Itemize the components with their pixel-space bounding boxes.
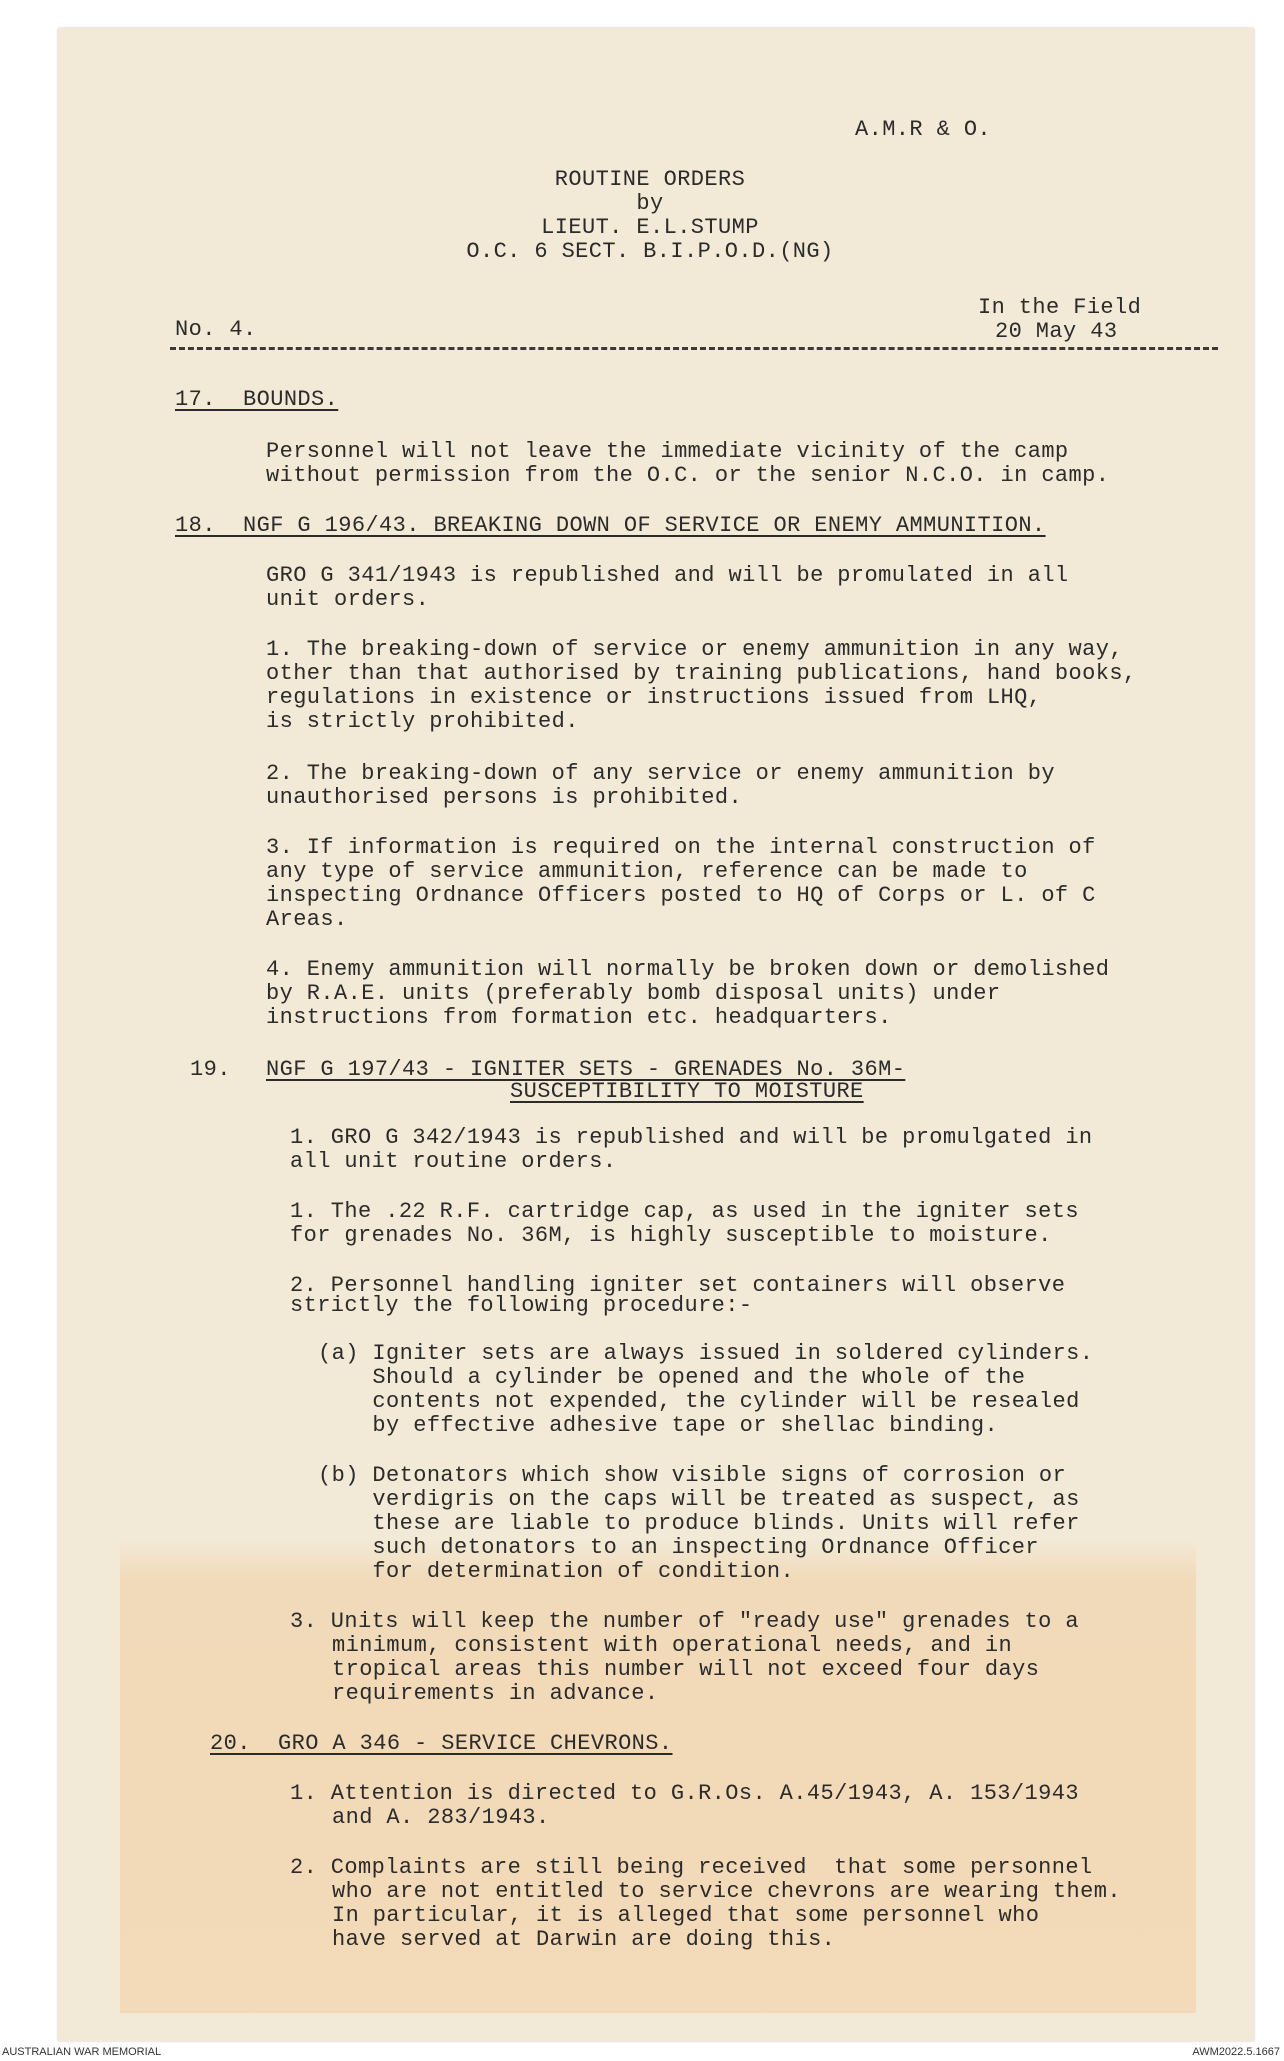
- section-20-para: In particular, it is alleged that some personnel who: [332, 1903, 1040, 1928]
- section-19-para: minimum, consistent with operational needs, and in: [332, 1633, 1013, 1658]
- section-19-para: requirements in advance.: [332, 1681, 659, 1706]
- dashed-divider: [170, 347, 1218, 350]
- title-line-1: ROUTINE ORDERS: [554, 167, 746, 192]
- section-20-para: have served at Darwin are doing this.: [332, 1927, 836, 1952]
- section-19-para: 1. GRO G 342/1943 is republished and will be promulgated in: [290, 1125, 1093, 1150]
- section-18-para: regulations in existence or instructions issued from LHQ,: [266, 685, 1042, 710]
- section-18-para: 4. Enemy ammunition will normally be broken down or demolished: [266, 957, 1110, 982]
- section-17-line: without permission from the O.C. or the senior N.C.O. in camp.: [266, 463, 1110, 488]
- section-19-item-b: such detonators to an inspecting Ordnance Officer: [318, 1535, 1039, 1560]
- section-19-item-a: by effective adhesive tape or shellac binding.: [318, 1413, 999, 1438]
- section-18-para: unit orders.: [266, 587, 430, 612]
- section-18-para: other than that authorised by training publications, hand books,: [266, 661, 1137, 686]
- section-18-para: 1. The breaking-down of service or enemy ammunition in any way,: [266, 637, 1123, 662]
- section-18-para: Areas.: [266, 907, 348, 932]
- section-19-item-b: verdigris on the caps will be treated as suspect, as: [318, 1487, 1080, 1512]
- order-number: No. 4.: [175, 317, 257, 342]
- section-18-para: 3. If information is required on the internal construction of: [266, 835, 1096, 860]
- section-18-heading: 18. NGF G 196/43. BREAKING DOWN OF SERVICE OR ENEMY AMMUNITION.: [175, 513, 1046, 538]
- section-17-line: Personnel will not leave the immediate vicinity of the camp: [266, 439, 1069, 464]
- section-19-heading-cont: SUSCEPTIBILITY TO MOISTURE: [510, 1079, 864, 1104]
- section-19-item-a: contents not expended, the cylinder will be resealed: [318, 1389, 1080, 1414]
- section-19-para: strictly the following procedure:-: [290, 1293, 753, 1318]
- location: In the Field: [978, 295, 1142, 320]
- footer-accession: AWM2022.5.1667: [1192, 2046, 1280, 2058]
- section-18-para: GRO G 341/1943 is republished and will be promulated in all: [266, 563, 1069, 588]
- section-19-item-a: (a) Igniter sets are always issued in soldered cylinders.: [318, 1341, 1094, 1366]
- section-19-para: 2. Personnel handling igniter set containers will observe: [290, 1273, 1066, 1298]
- section-19-para: 1. The .22 R.F. cartridge cap, as used in the igniter sets: [290, 1199, 1079, 1224]
- section-20-para: 2. Complaints are still being received that some personnel: [290, 1855, 1093, 1880]
- section-18-para: by R.A.E. units (preferably bomb disposal units) under: [266, 981, 1001, 1006]
- section-20-heading: 20. GRO A 346 - SERVICE CHEVRONS.: [210, 1731, 673, 1756]
- section-19-para: for grenades No. 36M, is highly susceptible to moisture.: [290, 1223, 1052, 1248]
- section-19-item-a: Should a cylinder be opened and the whole of the: [318, 1365, 1026, 1390]
- footer-credit: AUSTRALIAN WAR MEMORIAL: [2, 2046, 162, 2058]
- title-line-2: by: [636, 191, 664, 216]
- section-20-para: and A. 283/1943.: [332, 1805, 550, 1830]
- section-19-para: 3. Units will keep the number of "ready use" grenades to a: [290, 1609, 1079, 1634]
- section-19-item-b: for determination of condition.: [318, 1559, 795, 1584]
- reference-code: A.M.R & O.: [855, 117, 992, 142]
- section-19-number: 19.: [190, 1057, 231, 1082]
- section-18-para: inspecting Ordnance Officers posted to HQ of Corps or L. of C: [266, 883, 1096, 908]
- section-17-heading: 17. BOUNDS.: [175, 387, 339, 412]
- section-20-para: 1. Attention is directed to G.R.Os. A.45/1943, A. 153/1943: [290, 1781, 1079, 1806]
- section-18-para: 2. The breaking-down of any service or enemy ammunition by: [266, 761, 1055, 786]
- title-line-4: O.C. 6 SECT. B.I.P.O.D.(NG): [466, 239, 834, 264]
- section-18-para: unauthorised persons is prohibited.: [266, 785, 743, 810]
- section-18-para: any type of service ammunition, reference can be made to: [266, 859, 1028, 884]
- section-19-heading: NGF G 197/43 - IGNITER SETS - GRENADES No. 36M-: [266, 1057, 906, 1082]
- section-18-para: instructions from formation etc. headquarters.: [266, 1005, 892, 1030]
- section-19-para: tropical areas this number will not exceed four days: [332, 1657, 1040, 1682]
- section-19-item-b: these are liable to produce blinds. Units will refer: [318, 1511, 1080, 1536]
- title-line-3: LIEUT. E.L.STUMP: [541, 215, 759, 240]
- section-20-para: who are not entitled to service chevrons are wearing them.: [332, 1879, 1121, 1904]
- section-19-item-b: (b) Detonators which show visible signs of corrosion or: [318, 1463, 1067, 1488]
- section-19-para: all unit routine orders.: [290, 1149, 617, 1174]
- date: 20 May 43: [995, 319, 1118, 344]
- section-18-para: is strictly prohibited.: [266, 709, 579, 734]
